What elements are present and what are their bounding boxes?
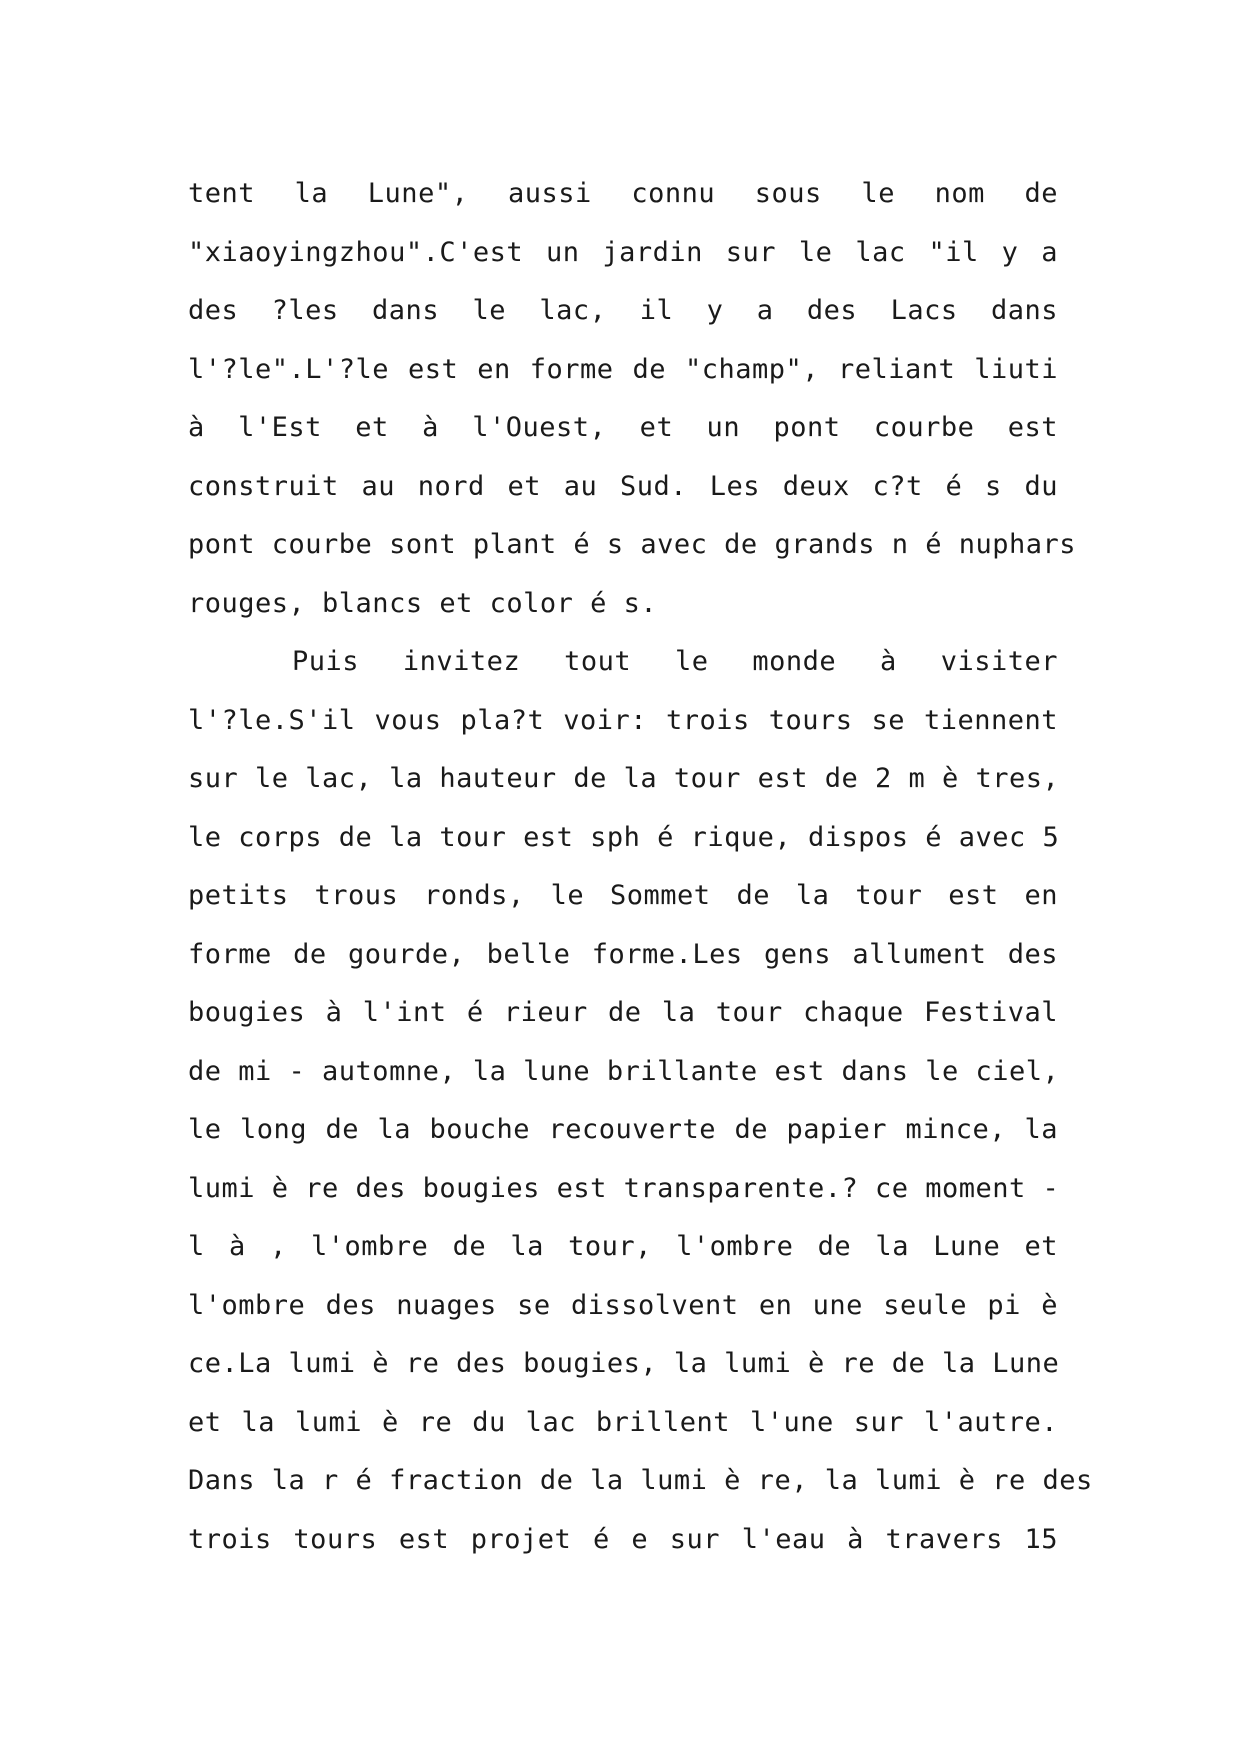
- text-line: l'?le".L'?le est en forme de "champ", reliant liuti: [188, 353, 1058, 385]
- text-line: ce.La lumi è re des bougies, la lumi è re de la Lune: [188, 1348, 1060, 1379]
- text-line: forme de gourde, belle forme.Les gens allument des: [188, 938, 1058, 970]
- text-line: des ?les dans le lac, il y a des Lacs dans: [188, 295, 1058, 326]
- text-line: l à , l'ombre de la tour, l'ombre de la Lune et: [188, 1231, 1058, 1262]
- text-line: Dans la r é fraction de la lumi è re, la lumi è re des: [188, 1465, 1093, 1496]
- text-line: de mi - automne, la lune brillante est dans le ciel,: [188, 1055, 1060, 1087]
- text-line: bougies à l'int é rieur de la tour chaque Festival: [188, 997, 1058, 1028]
- paragraph-end-line: rouges, blancs et color é s.: [188, 587, 658, 619]
- text-line: l'ombre des nuages se dissolvent en une seule pi è: [188, 1289, 1058, 1321]
- text-line: sur le lac, la hauteur de la tour est de 2 m è tres,: [188, 763, 1060, 794]
- text-line: "xiaoyingzhou".C'est un jardin sur le lac "il y a: [188, 236, 1058, 268]
- text-line: le corps de la tour est sph é rique, dispos é avec 5: [188, 821, 1060, 853]
- text-line: et la lumi è re du lac brillent l'une sur l'autre.: [188, 1406, 1058, 1438]
- text-line: pont courbe sont plant é s avec de grands n é nuphars: [188, 529, 1077, 560]
- text-line: l'?le.S'il vous pla?t voir: trois tours se tiennent: [188, 704, 1058, 736]
- text-line: lumi è re des bougies est transparente.? ce moment -: [188, 1172, 1060, 1204]
- text-line: construit au nord et au Sud. Les deux c?t é s du: [188, 470, 1058, 502]
- paragraph-start-line: Puis invitez tout le monde à visiter: [292, 646, 1058, 677]
- text-line: tent la Lune", aussi connu sous le nom de: [188, 178, 1058, 209]
- text-line: petits trous ronds, le Sommet de la tour est en: [188, 880, 1058, 911]
- text-line: à l'Est et à l'Ouest, et un pont courbe est: [188, 412, 1058, 443]
- text-line: trois tours est projet é e sur l'eau à travers 15: [188, 1523, 1058, 1555]
- body-text: [188, 165, 1093, 1569]
- text-line: le long de la bouche recouverte de papier mince, la: [188, 1114, 1058, 1145]
